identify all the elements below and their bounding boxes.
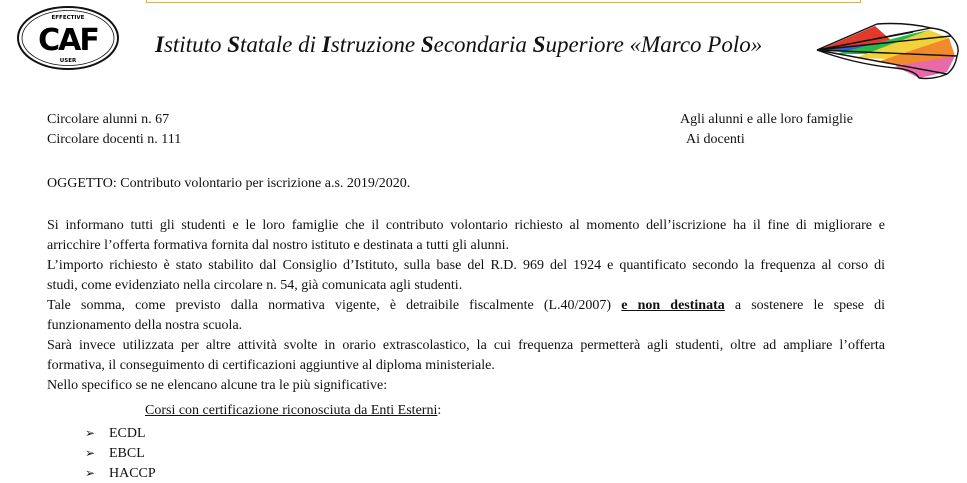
recipient-teachers: Ai docenti <box>686 132 745 147</box>
school-title <box>155 32 762 58</box>
list-item: ➢ ECDL <box>85 426 146 441</box>
header-frame-line <box>146 0 861 3</box>
recipient-students: Agli alunni e alle loro famiglie <box>680 112 854 127</box>
title-part: Secondaria <box>420 32 533 57</box>
list-item: ➢ HACCP <box>85 466 156 481</box>
body-line: formativa, il conseguimento di certificazioni aggiuntive al diploma ministeriale. <box>47 358 495 373</box>
title-part: Statale di <box>227 32 322 57</box>
logo-text-main: CAF <box>38 23 98 58</box>
subject-line: OGGETTO: Contributo volontario per iscrizione a.s. 2019/2020. <box>47 176 411 191</box>
arrow-bullet-icon: ➢ <box>85 426 96 440</box>
list-item: ➢ EBCL <box>85 446 145 461</box>
emphasis-not-destined: e non destinata <box>621 298 725 313</box>
logo-text-top: EFFECTIVE <box>51 15 85 21</box>
arrow-bullet-icon: ➢ <box>85 466 96 480</box>
title-part: Superiore «Marco Polo» <box>532 32 763 57</box>
title-part: Istituto <box>155 32 228 57</box>
body-line: Sarà invece utilizzata per altre attività svolte in orario extrascolastico, la cui frequenza permetterà agli studenti, oltre ad ampliare l’offerta <box>47 338 885 353</box>
body-line: Nello specifico se ne elencano alcune tra le più significative: <box>47 378 388 393</box>
body-line: funzionamento della nostra scuola. <box>47 318 243 333</box>
logo-text-bottom: USER <box>59 58 77 64</box>
arrow-bullet-icon: ➢ <box>85 446 96 460</box>
circular-students-number: Circolare alunni n. 67 <box>47 112 170 127</box>
body-line: arricchire l’offerta formativa fornita dal nostro istituto e destinata a tutti gli alunni. <box>47 238 509 253</box>
fan-emblem <box>815 20 959 80</box>
caf-logo <box>16 5 122 71</box>
body-line: L’importo richiesto è stato stabilito dal Consiglio d’Istituto, sulla base del R.D. 969 del 1924 e quantificato secondo la frequenza al corso di <box>47 258 885 273</box>
body-line-with-emphasis: Tale somma, come previsto dalla normativa vigente, è detraibile fiscalmente (L.40/2007) e non destinata a sostenere le spese di <box>47 298 886 313</box>
body-line: Si informano tutti gli studenti e le loro famiglie che il contributo volontario richiesto al momento dell’iscrizione ha il fine di migliorare e <box>47 218 885 233</box>
circular-teachers-number: Circolare docenti n. 111 <box>47 132 182 147</box>
body-line: studi, come evidenziato nella circolare n. 54, già comunicata agli studenti. <box>47 278 463 293</box>
list-heading: Corsi con certificazione riconosciuta da Enti Esterni: <box>145 403 442 418</box>
body-text <box>47 216 885 396</box>
title-part: Istruzione <box>321 32 421 57</box>
